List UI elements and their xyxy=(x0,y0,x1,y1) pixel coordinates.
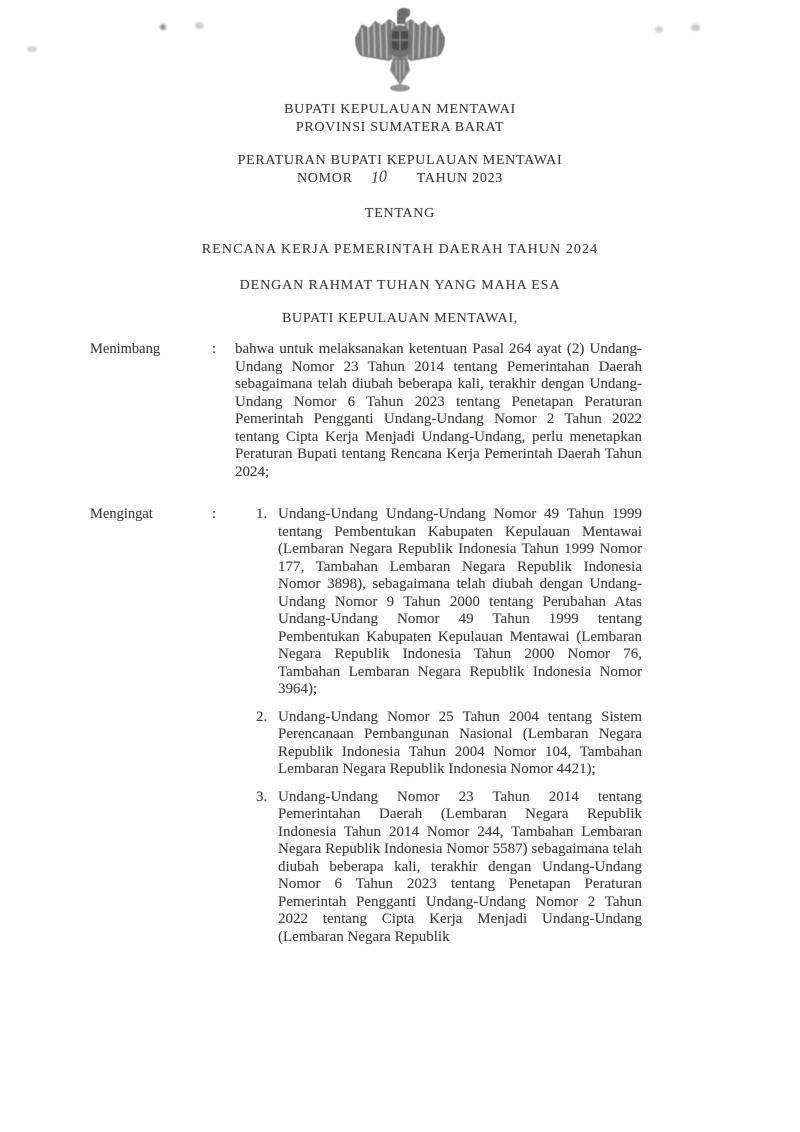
subject-title: RENCANA KERJA PEMERINTAH DAERAH TAHUN 2024 xyxy=(201,242,599,257)
legal-basis-item xyxy=(256,506,642,699)
menimbang-label: Menimbang xyxy=(90,341,161,357)
item-number: 3. xyxy=(256,788,268,805)
regulation-number-line xyxy=(0,169,800,188)
nomor-label: NOMOR xyxy=(297,171,353,186)
menimbang-text: bahwa untuk melaksanakan ketentuan Pasal 264 ayat (2) Undang-Undang Nomor 23 Tahun 2014 tentang Pemerintahan Daerah sebagaimana telah diubah beberapa kali, terakhir dengan Undang-Undang Nomor 6 Tahun 2023 tentang Penetapan Peraturan Pemerintah Pengganti Undang-Undang Nomor 2 Tahun 2022 tentang Cipta Kerja Menjadi Undang-Undang, perlu menetapkan Peraturan Bupati tentang Rencana Kerja Pemerintah Daerah Tahun 2024; xyxy=(235,341,642,480)
mengingat-label: Mengingat xyxy=(90,506,153,522)
mengingat-items xyxy=(235,506,642,956)
menimbang-section xyxy=(90,341,642,481)
item-number: 2. xyxy=(256,708,268,725)
scan-speck xyxy=(195,22,204,29)
legal-basis-item xyxy=(256,789,642,947)
handwritten-number: 10 xyxy=(370,167,387,188)
item-number: 1. xyxy=(256,506,268,522)
issuer-heading xyxy=(0,101,800,136)
mengingat-colon: : xyxy=(212,506,217,522)
menimbang-colon: : xyxy=(212,341,217,357)
issuer-line1: BUPATI KEPULAUAN MENTAWAI xyxy=(284,102,516,117)
scan-speck xyxy=(655,26,663,33)
mengingat-section xyxy=(90,506,642,956)
item-text: Undang-Undang Nomor 25 Tahun 2004 tentang Sistem Perencanaan Pembangunan Nasional (Lembaran Negara Republik Indonesia Tahun 2004 Nomor 104, Tambahan Lembaran Negara Republik Indonesia Nomor 4421); xyxy=(278,708,642,777)
garuda-pancasila-emblem-icon xyxy=(352,6,448,94)
authority-line: BUPATI KEPULAUAN MENTAWAI, xyxy=(282,311,518,326)
scan-speck xyxy=(160,24,166,30)
tahun-label: TAHUN 2023 xyxy=(416,171,503,186)
scan-speck xyxy=(691,24,700,31)
item-text: Undang-Undang Undang-Undang Nomor 49 Tahun 1999 tentang Pembentukan Kabupaten Kepulauan Mentawai (Lembaran Negara Republik Indonesia Tahun 1999 Nomor 177, Tambahan Lembaran Negara Republik Indonesia Nomor 3898), sebagaimana telah diubah dengan Undang-Undang Nomor 9 Tahun 2000 tentang Perubahan Atas Undang-Undang Nomor 49 Tahun 1999 tentang Pembentukan Kabupaten Kepulauan Mentawai (Lembaran Negara Republik Indonesia Tahun 2000 Nomor 76, Tambahan Lembaran Negara Republik Indonesia Nomor 3964); xyxy=(278,506,642,697)
issuer-line2: PROVINSI SUMATERA BARAT xyxy=(295,119,505,135)
tentang-label: TENTANG xyxy=(365,206,435,221)
scan-speck xyxy=(27,46,37,52)
regulation-title: PERATURAN BUPATI KEPULAUAN MENTAWAI xyxy=(237,153,563,168)
item-text: Undang-Undang Nomor 23 Tahun 2014 tentang Pemerintahan Daerah (Lembaran Negara Republik Indonesia Tahun 2014 Nomor 244, Tambahan Lembaran Negara Republik Indonesia Nomor 5587) sebagaimana telah diubah beberapa kali, terakhir dengan Undang-Undang Nomor 6 Tahun 2023 tentang Penetapan Peraturan Pemerintah Pengganti Undang-Undang Nomor 2 Tahun 2022 tentang Cipta Kerja Menjadi Undang-Undang (Lembaran Negara Republik xyxy=(278,788,642,945)
invocation-line: DENGAN RAHMAT TUHAN YANG MAHA ESA xyxy=(239,278,561,293)
document-body xyxy=(90,341,642,956)
legal-basis-item xyxy=(256,709,642,779)
